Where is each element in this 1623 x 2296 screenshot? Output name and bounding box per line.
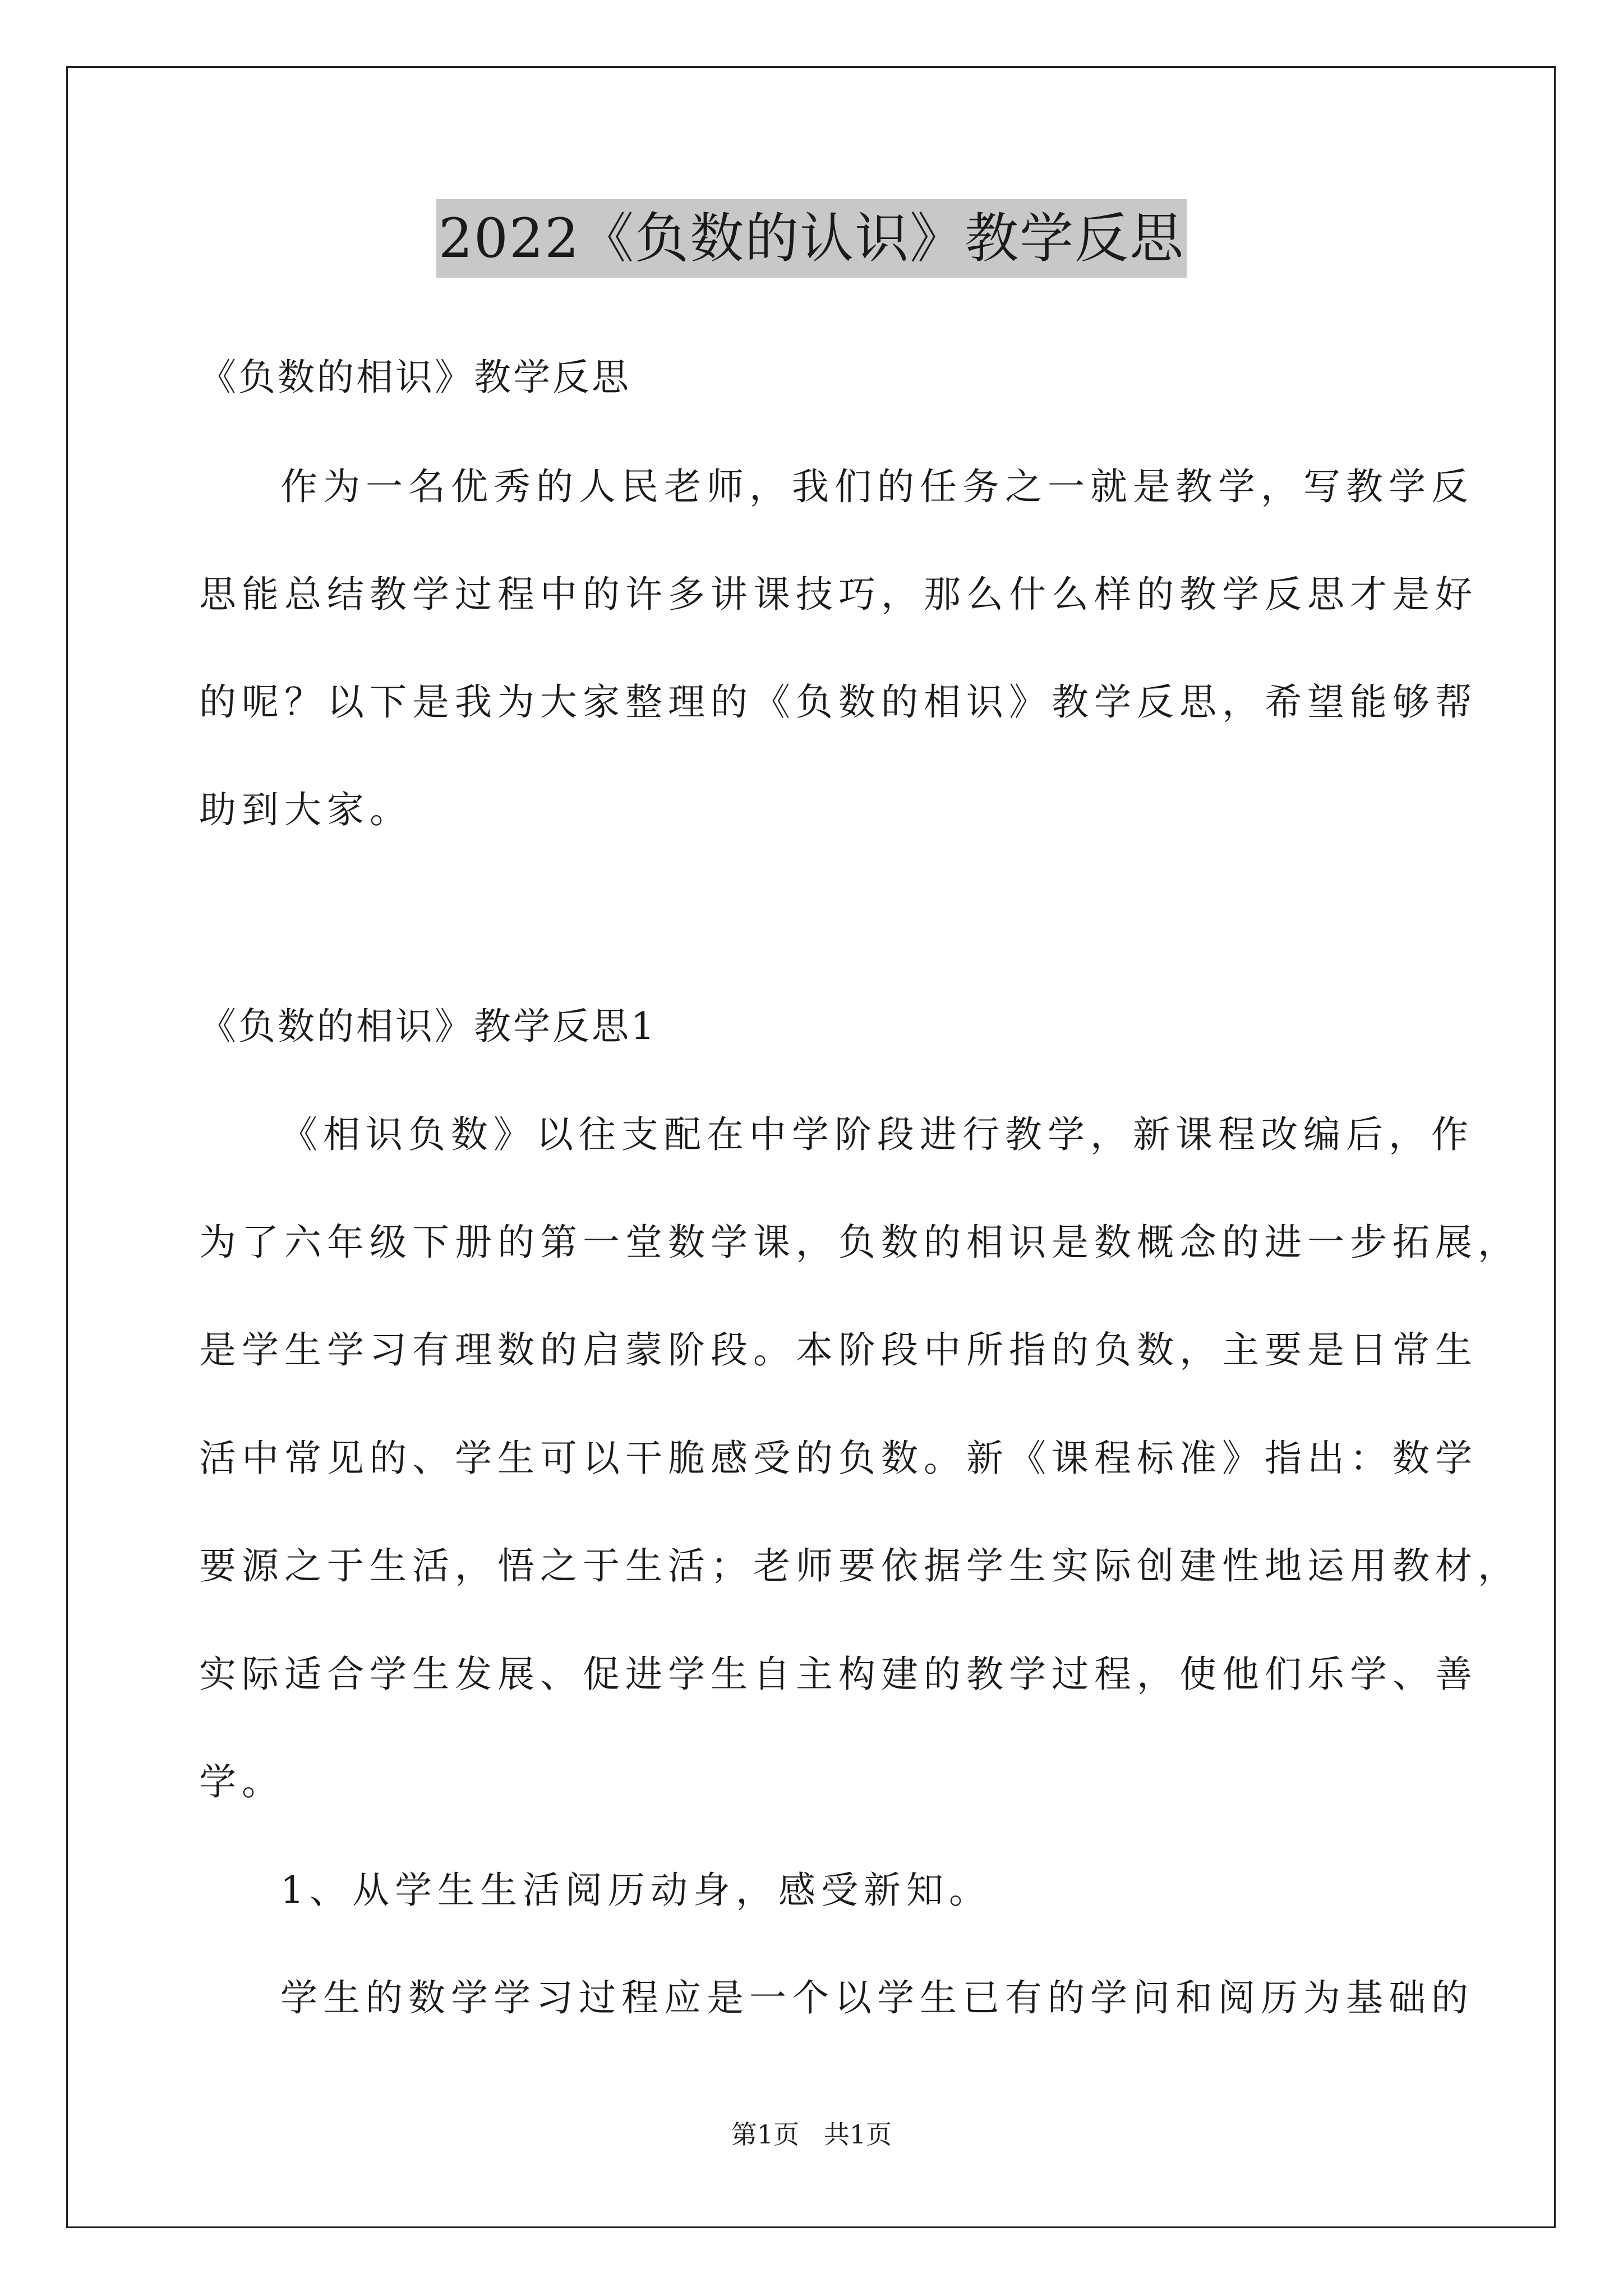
paragraph-line: 的呢？以下是我为大家整理的《负数的相识》教学反思，希望能够帮 [199,680,1478,724]
paragraph-line: 助到大家。 [199,788,412,831]
paragraph-line: 活中常见的、学生可以干脆感受的负数。新《课程标准》指出：数学 [199,1437,1478,1480]
paragraph-line: 实际适合学生发展、促进学生自主构建的教学过程，使他们乐学、善 [199,1653,1478,1696]
paragraph-line: 学。 [199,1760,284,1803]
paragraph-line: 为了六年级下册的第一堂数学课，负数的相识是数概念的进一步拓展， [199,1221,1520,1264]
paragraph-line: 是学生学习有理数的启蒙阶段。本阶段中所指的负数，主要是日常生 [199,1328,1478,1372]
paragraph-line: 《相识负数》以往支配在中学阶段进行教学，新课程改编后，作 [280,1113,1474,1156]
section-heading-1: 《负数的相识》教学反思1 [199,1005,657,1048]
numbered-point-1: 1、从学生生活阅历动身，感受新知。 [280,1869,992,1912]
page-number-footer: 第1页 共1页 [731,2119,892,2150]
section-heading-intro: 《负数的相识》教学反思 [199,356,631,399]
title-container [0,199,1623,278]
paragraph-line: 学生的数学学习过程应是一个以学生已有的学问和阅历为基础的 [280,1976,1474,2019]
document-title: 2022《负数的认识》教学反思 [436,199,1187,278]
paragraph-line: 作为一名优秀的人民老师，我们的任务之一就是教学，写教学反 [280,465,1474,508]
paragraph-line: 要源之于生活，悟之于生活；老师要依据学生实际创建性地运用教材， [199,1544,1520,1588]
paragraph-line: 思能总结教学过程中的许多讲课技巧，那么什么样的教学反思才是好 [199,573,1478,616]
